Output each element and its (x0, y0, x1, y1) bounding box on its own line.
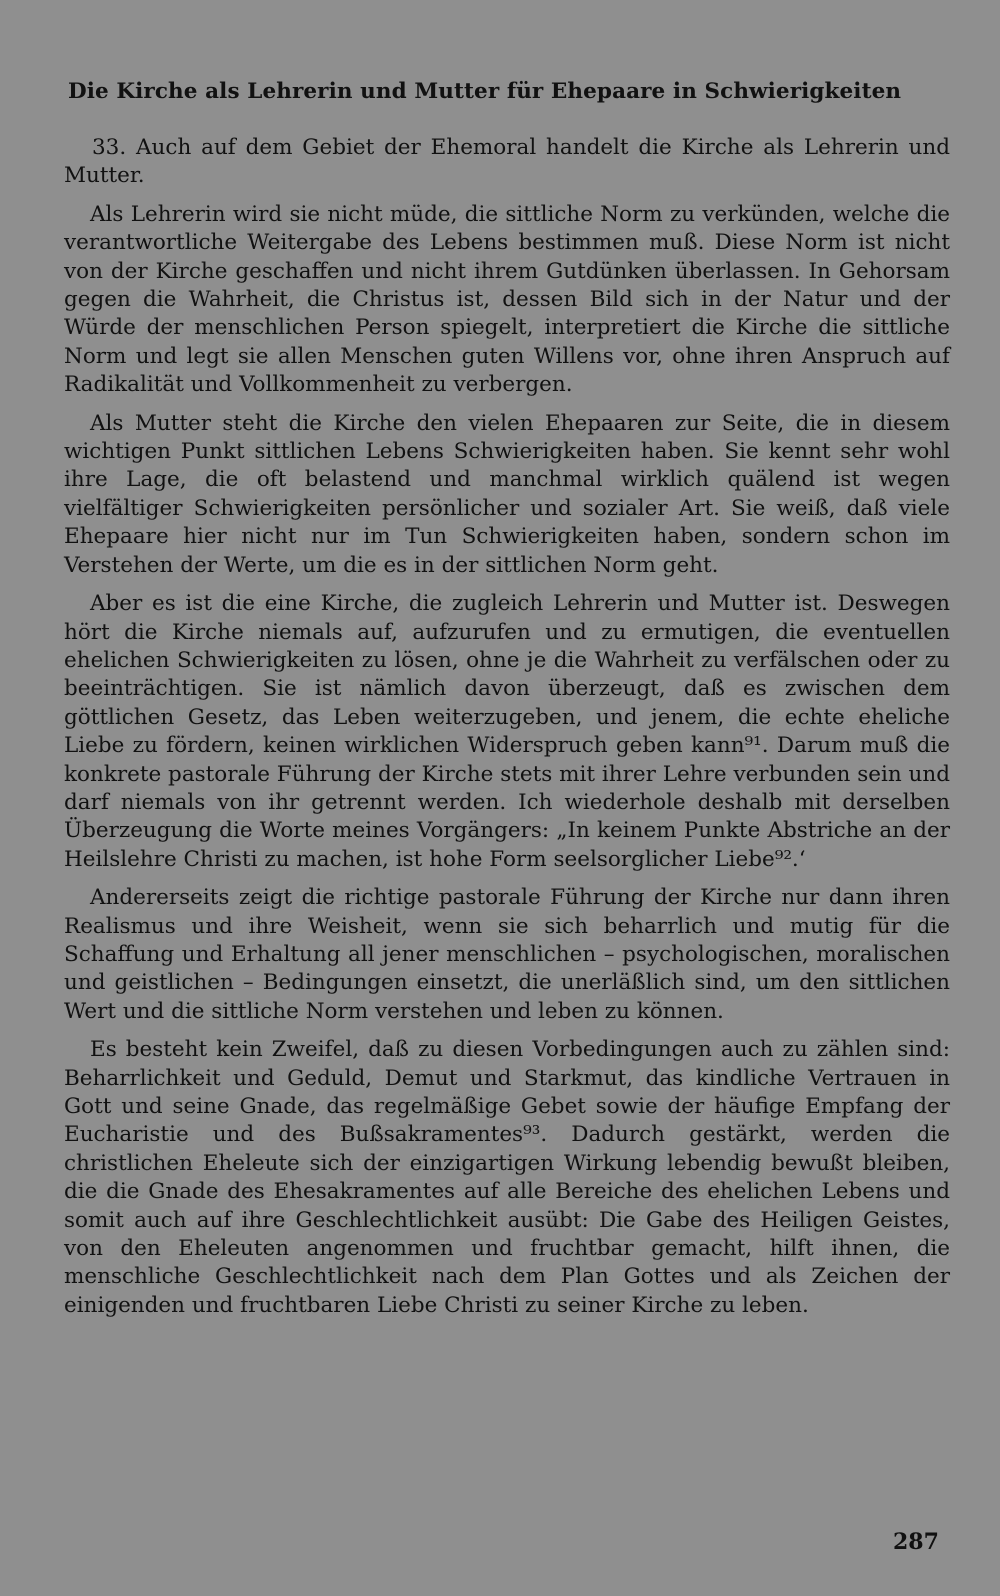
paragraph-33-intro: 33. Auch auf dem Gebiet der Ehemoral handelt die Kirche als Lehrerin und Mutter. (64, 135, 950, 189)
section-heading: Die Kirche als Lehrerin und Mutter für Ehepaare in Schwierigkeiten (68, 79, 902, 104)
page-number: 287 (893, 1529, 939, 1555)
paragraph-one-church: Aber es ist die eine Kirche, die zugleich Lehrerin und Mutter ist. Deswegen hört die Kirche niemals auf, aufzurufen und zu ermutigen, die eventuellen ehelichen Schwierigkeiten zu lösen, ohne je die Wahrheit zu verfälschen oder zu beeinträchtigen. Sie ist nämlich davon überzeugt, daß es zwischen dem göttlichen Gesetz, das Leben weiterzugeben, und jenem, die echte eheliche Liebe zu fördern, keinen wirklichen Widerspruch geben kann⁹¹. Darum muß die konkrete pastorale Führung der Kirche stets mit ihrer Lehre verbunden sein und darf niemals von ihr getrennt werden. Ich wiederhole deshalb mit derselben Überzeugung die Worte meines Vorgängers: „In keinem Punkte Abstriche an der Heilslehre Christi zu machen, ist hohe Form seelsorglicher Liebe⁹².‘ (64, 591, 950, 872)
paragraph-teacher: Als Lehrerin wird sie nicht müde, die sittliche Norm zu verkünden, welche die verantwortliche Weitergabe des Lebens bestimmen muß. Diese Norm ist nicht von der Kirche geschaffen und nicht ihrem Gutdünken überlassen. In Gehorsam gegen die Wahrheit, die Christus ist, dessen Bild sich in der Natur und der Würde der menschlichen Person spiegelt, interpretiert die Kirche die sittliche Norm und legt sie allen Menschen guten Willens vor, ohne ihren Anspruch auf Radikalität und Vollkommenheit zu verbergen. (64, 201, 950, 398)
paragraph-mother: Als Mutter steht die Kirche den vielen Ehepaaren zur Seite, die in diesem wichtigen Punkt sittlichen Lebens Schwierigkeiten haben. Sie kennt sehr wohl ihre Lage, die oft belastend und manchmal wirklich quälend ist wegen vielfältiger Schwierigkeiten persönlicher und sozialer Art. Sie weiß, daß viele Ehepaare hier nicht nur im Tun Schwierigkeiten haben, sondern schon im Verstehen der Werte, um die es in der sittlichen Norm geht. (64, 410, 950, 578)
paragraph-preconditions: Es besteht kein Zweifel, daß zu diesen Vorbedingungen auch zu zählen sind: Beharrlichkeit und Geduld, Demut und Starkmut, das kindliche Vertrauen in Gott und seine Gnade, das regelmäßige Gebet sowie der häufige Empfang der Eucharistie und des Bußsakramentes⁹³. Dadurch gestärkt, werden die christlichen Eheleute sich der einzigartigen Wirkung lebendig bewußt bleiben, die die Gnade des Ehesakramentes auf alle Bereiche des ehelichen Lebens und somit auch auf ihre Geschlechtlichkeit ausübt: Die Gabe des Heiligen Geistes, von den Eheleuten angenommen und fruchtbar gemacht, hilft ihnen, die menschliche Geschlechtlichkeit nach dem Plan Gottes und als Zeichen der einigenden und fruchtbaren Liebe Christi zu seiner Kirche zu leben. (64, 1037, 950, 1318)
body-text (64, 134, 950, 1330)
paragraph-pastoral-guidance: Andererseits zeigt die richtige pastorale Führung der Kirche nur dann ihren Realismus und ihre Weisheit, wenn sie sich beharrlich und mutig für die Schaffung und Erhaltung all jener menschlichen – psychologischen, moralischen und geistlichen – Bedingungen einsetzt, die unerläßlich sind, um den sittlichen Wert und die sittliche Norm verstehen und leben zu können. (64, 885, 950, 1024)
